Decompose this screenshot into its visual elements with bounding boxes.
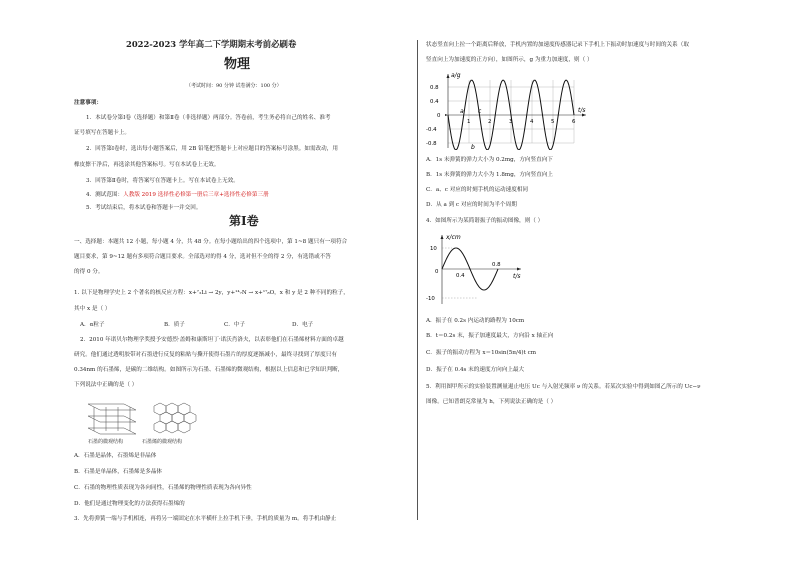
- q5-line: 5．利用图甲所示的实验装置测量遏止电压 Uc 与入射光频率 ν 的关系。若某次实验中得到如图乙所示的 Uc−ν: [426, 384, 701, 390]
- q5-line: 图像。已知普朗克常量为 h，下列说法正确的是（ ）: [426, 399, 557, 405]
- figure-caption-graphene: 石墨烯的微观结构: [142, 439, 183, 445]
- q4-ytick: -10: [426, 296, 435, 302]
- note-line: 1．本试卷分第Ⅰ卷（选择题）和第Ⅱ卷（非选择题）两部分。答卷前，考生务必将自己的姓名、准考: [86, 115, 331, 121]
- q1-option-c: C．中子: [224, 322, 246, 328]
- q1-stem: 1. 以下是物理学史上 2 个著名的核反应方程：x+⁷₃Li → 2y，y+¹⁴₇N → x+¹⁷₈O，x 和 y 是 2 种不同的粒子，: [74, 290, 349, 296]
- q3-line: 3．先将弹簧一端与手机相连，再将另一端固定在水平横杆上拉手机下垂，手机的质量为 m。将手机由静止: [74, 516, 337, 522]
- part-intro-line: 一、选择题：本题共 12 小题，每小题 4 分，共 48 分。在每小题给出的四个选项中，第 1~8 题只有一项符合: [74, 239, 348, 245]
- note-scope-value: 人教版 2019 选择性必修第一册后三章+选择性必修第三册: [123, 192, 269, 198]
- note-line: 5．考试结束后，将本试卷和答题卡一并交回。: [86, 205, 202, 211]
- q3-ytick: -0.8: [426, 141, 437, 147]
- graphene-structure-image: [154, 403, 196, 433]
- q3-xtick: 3: [509, 119, 513, 125]
- part-intro-line: 题目要求，第 9~12 题有多项符合题目要求。全部选对的得 4 分，选对但不全的得 2 分，有选错或不答: [74, 254, 331, 260]
- q2-option-a: A．石墨是晶体，石墨烯是非晶体: [74, 453, 157, 459]
- graphite-structure-image: [88, 404, 136, 434]
- q3-xtick: 1: [467, 119, 471, 125]
- q2-line: 2．2010 年诺贝尔物理学奖授予安德烈·盖姆和康斯坦丁·诺沃肖洛夫，以表彰他们在石墨烯材料方面的卓越: [80, 337, 344, 343]
- q2-line: 下列说法中正确的是（ ）: [74, 382, 138, 388]
- q2-line: 0.34nm 的石墨烯，是碳的二维结构。如图所示为石墨、石墨烯的微观结构，根据以上信息和已学知识判断，: [74, 367, 344, 373]
- q2-option-d: D．他们是通过物理变化的方法获得石墨烯的: [74, 501, 185, 507]
- q2-line: 研究。他们通过透明胶带对石墨进行反复的粘贴与撕开使得石墨片的厚度逐渐减小，最终寻找到了厚度只有: [74, 352, 337, 358]
- q3-option-a: A．1s 末弹簧的弹力大小为 0.2mg，方向竖直向下: [426, 157, 553, 163]
- graphite-graphene-figure: [84, 398, 214, 438]
- q2-option-b: B．石墨是单晶体，石墨烯是多晶体: [74, 469, 163, 475]
- q4-stem: 4．如图所示为某简谐振子的振动图像，则（ ）: [426, 218, 544, 224]
- q1-stem-2: 其中 x 是（ ）: [74, 306, 111, 312]
- q4-option-b: B．t＝0.2s 末，振子加速度最大，方向沿 x 轴正向: [426, 333, 554, 339]
- q3-xtick: 5: [551, 119, 555, 125]
- part-title: 第Ⅰ卷: [229, 214, 259, 228]
- exam-title: 2022-2023 学年高二下学期期末考前必刷卷: [126, 39, 297, 49]
- q1-option-b: B．质子: [164, 322, 185, 328]
- q3-xlabel: t/s: [578, 107, 586, 114]
- q4-option-c: C．振子的振动方程为 x＝10sin(5π/4)t cm: [426, 350, 537, 356]
- q3-xtick: 2: [488, 119, 492, 125]
- q3-xtick: 4: [530, 119, 534, 125]
- q3-ytick: 0.4: [430, 99, 439, 105]
- q3-point-label-a: a: [460, 108, 464, 115]
- q3-option-c: C．a、c 对应的时刻手机的运动速度相同: [426, 187, 529, 193]
- q3-line: 竖直向上为加速度的正方向），如图所示，g 为重力加速度，则（ ）: [426, 57, 593, 63]
- note-line: 3．回答第Ⅱ卷时，将答案写在答题卡上。写在本试卷上无效。: [86, 178, 239, 184]
- q3-ytick: -0.4: [426, 127, 437, 133]
- part-intro-line: 的得 0 分。: [74, 269, 104, 275]
- q3-point-label-b: b: [471, 144, 475, 150]
- q3-point-label-c: c: [478, 108, 482, 115]
- q3-option-b: B．1s 末弹簧的弹力大小为 1.8mg，方向竖直向上: [426, 172, 553, 178]
- q3-ylabel: a/g: [451, 72, 461, 79]
- exam-meta: （考试时间：90 分钟 试卷满分：100 分）: [186, 83, 282, 89]
- q1-option-d: D．电子: [292, 322, 314, 328]
- q3-ytick: 0: [437, 113, 441, 119]
- q4-option-a: A．振子在 0.2s 内运动的路程为 10cm: [426, 318, 525, 324]
- note-line: 证号填写在答题卡上。: [74, 130, 130, 136]
- note-line: 2．回答第Ⅰ卷时，选出每小题答案后，用 2B 铅笔把答题卡上对应题目的答案标号涂黑。如需改动，用: [86, 146, 338, 152]
- q4-ytick: 0: [435, 269, 439, 275]
- q4-xlabel: t/s: [513, 273, 521, 280]
- q1-option-a: A．α粒子: [80, 322, 105, 328]
- q4-ytick: 10: [430, 246, 437, 252]
- q3-y-arrow: [447, 74, 450, 78]
- note-scope-line: [86, 192, 269, 199]
- q3-ytick: 0.8: [430, 85, 439, 91]
- q3-xtick: 6: [572, 119, 576, 125]
- q3-line: 状态竖直向上拉一个距离后释放，手机内置的加速度传感器记录下手机上下振动时加速度与时间的关系（取: [426, 42, 689, 48]
- subject-title: 物理: [224, 57, 251, 72]
- q4-option-d: D．振子在 0.4s 末的速度方向向上最大: [426, 367, 525, 373]
- q4-ylabel: x/cm: [446, 234, 461, 241]
- q3-acceleration-graph: [426, 70, 596, 150]
- q2-option-c: C．石墨的物理性质表现为各向同性，石墨烯的物理性质表现为各向异性: [74, 485, 252, 491]
- q4-xtick: 0.4: [456, 273, 465, 279]
- note-line: 橡皮擦干净后，再选涂其他答案标号。写在本试卷上无效。: [74, 162, 220, 168]
- column-divider: [417, 40, 418, 520]
- figure-caption-graphite: 石墨的微观结构: [88, 439, 124, 445]
- notes-heading: 注意事项：: [74, 100, 102, 106]
- q4-oscillation-graph: [426, 232, 536, 307]
- q4-xtick: 0.8: [492, 262, 501, 268]
- note-scope-label: 4．测试范围：: [86, 192, 124, 198]
- q3-option-d: D．从 a 到 c 对应的时间为半个周期: [426, 202, 517, 208]
